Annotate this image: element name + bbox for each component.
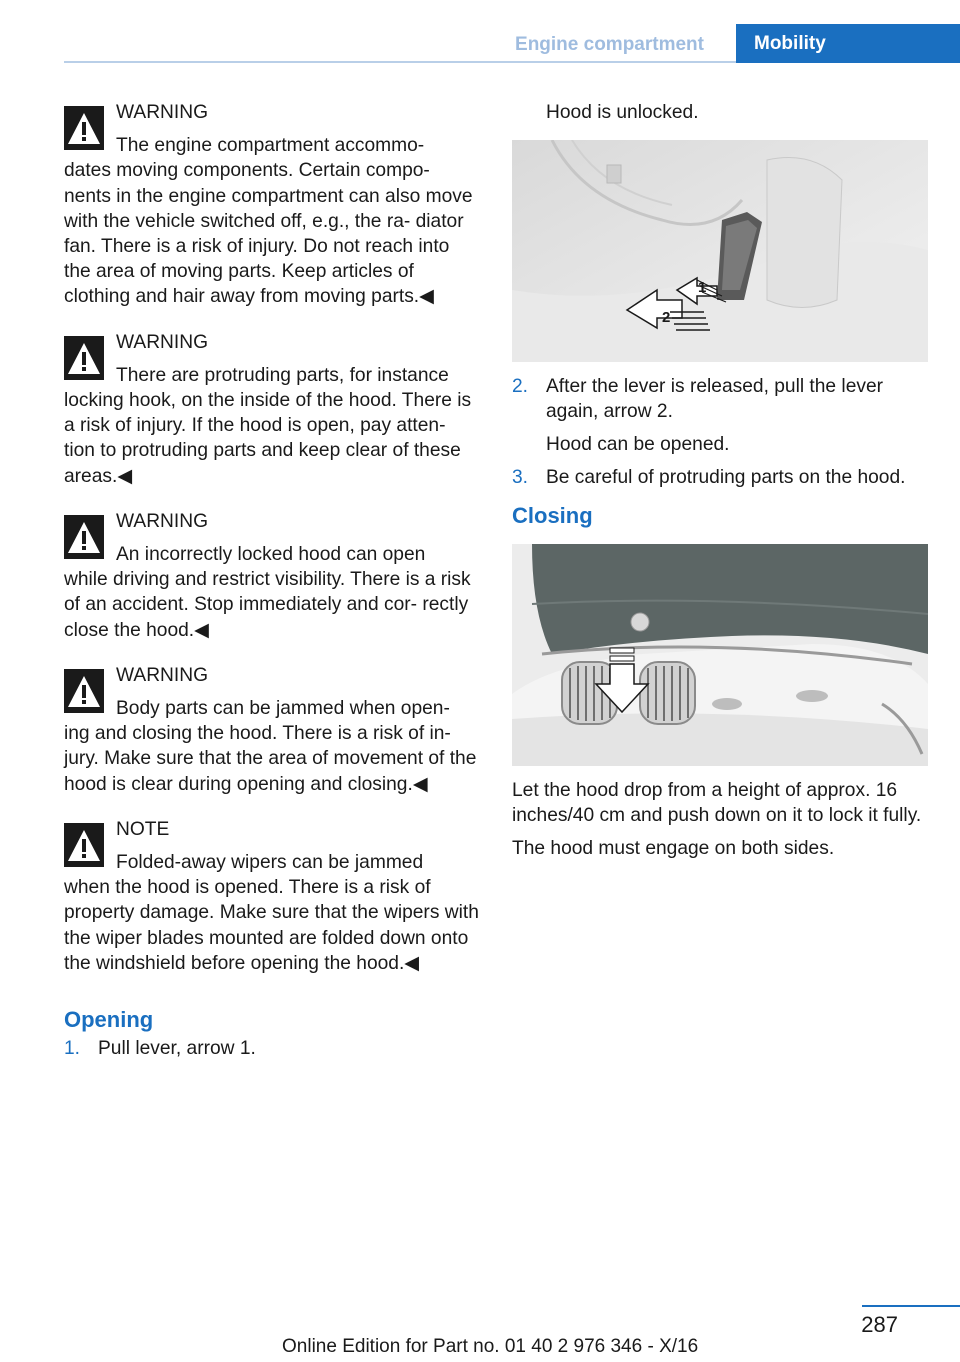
page-number: 287 (861, 1312, 898, 1337)
warning-notice (64, 100, 480, 310)
step-subtext: Hood can be opened. (546, 433, 730, 455)
notice-first-line: The engine compartment accommo- (116, 135, 425, 157)
warning-triangle-icon (64, 336, 104, 380)
notice-first-line: An incorrectly locked hood can open (116, 544, 426, 566)
opening-heading: Opening (64, 1007, 154, 1033)
header-rule (64, 61, 736, 63)
step-number: 1. (64, 1038, 81, 1060)
note-notice (64, 817, 480, 976)
warning-triangle-icon (64, 823, 104, 867)
step-number: 2. (512, 376, 529, 398)
edition-footer: Online Edition for Part no. 01 40 2 976 346 - X/16 (282, 1336, 699, 1357)
notice-first-line: Body parts can be jammed when open- (116, 698, 450, 720)
notice-heading: WARNING (116, 331, 209, 353)
notice-body: dates moving components. Certain compo- nents in the engine compartment can also move with the vehicle switched off, e.g., the ra- diator fan. There is a risk of injury. Do not reach into the area of moving parts. Keep articles of clothing and hair away from moving parts.◀ (64, 160, 473, 308)
notice-heading: WARNING (116, 664, 209, 686)
arrow-1-label: 1 (698, 279, 707, 297)
notice-heading: NOTE (116, 818, 170, 840)
step-number: 3. (512, 466, 529, 488)
notice-first-line: There are protruding parts, for instance (116, 364, 449, 386)
step-text: Be careful of protruding parts on the hood. (546, 466, 906, 488)
step-text: After the lever is released, pull the lever again, arrow 2. (546, 376, 884, 423)
warning-triangle-icon (64, 669, 104, 713)
notice-body: while driving and restrict visibility. There is a risk of an accident. Stop immediately and cor- rectly close the hood.◀ (64, 569, 471, 641)
notice-first-line: Folded-away wipers can be jammed (116, 852, 424, 874)
notice-heading: WARNING (116, 510, 209, 532)
step-1-continuation: Hood is unlocked. (546, 102, 699, 123)
hood-closing-figure (512, 544, 928, 766)
warning-notice (64, 330, 480, 489)
notice-body: locking hook, on the inside of the hood. There is a risk of injury. If the hood is open, pay atten- tion to protruding parts and keep clear of these areas.◀ (64, 390, 472, 487)
warning-notice (64, 509, 480, 643)
right-column (512, 100, 928, 870)
opening-step-2 (512, 374, 928, 457)
header-tab-mobility[interactable]: Mobility (736, 24, 960, 63)
step-text: Pull lever, arrow 1. (98, 1038, 256, 1060)
hood-release-lever-figure (512, 140, 928, 362)
closing-paragraph-2: The hood must engage on both sides. (512, 838, 835, 860)
arrow-2-label: 2 (662, 309, 671, 327)
warning-triangle-icon (64, 515, 104, 559)
opening-step-3 (512, 465, 928, 490)
opening-step-1 (64, 1036, 480, 1061)
hood-release-lever-illustration (512, 140, 928, 362)
footer-rule (862, 1305, 960, 1307)
left-column (64, 100, 480, 1069)
header-section-title[interactable]: Engine compartment (515, 34, 704, 55)
hood-closing-illustration (512, 544, 928, 766)
closing-paragraph-1: Let the hood drop from a height of approx. 16 inches/40 cm and push down on it to lock it fully. (512, 780, 922, 827)
notice-heading: WARNING (116, 102, 209, 123)
notice-body: when the hood is opened. There is a risk of property damage. Make sure that the wipers with the wiper blades mounted are folded down onto the windshield before opening the hood.◀ (64, 877, 479, 974)
warning-triangle-icon (64, 106, 104, 150)
warning-notice (64, 663, 480, 797)
closing-heading: Closing (512, 503, 593, 529)
notice-body: ing and closing the hood. There is a risk of in- jury. Make sure that the area of movement of the hood is clear during opening and closing.◀ (64, 723, 477, 795)
